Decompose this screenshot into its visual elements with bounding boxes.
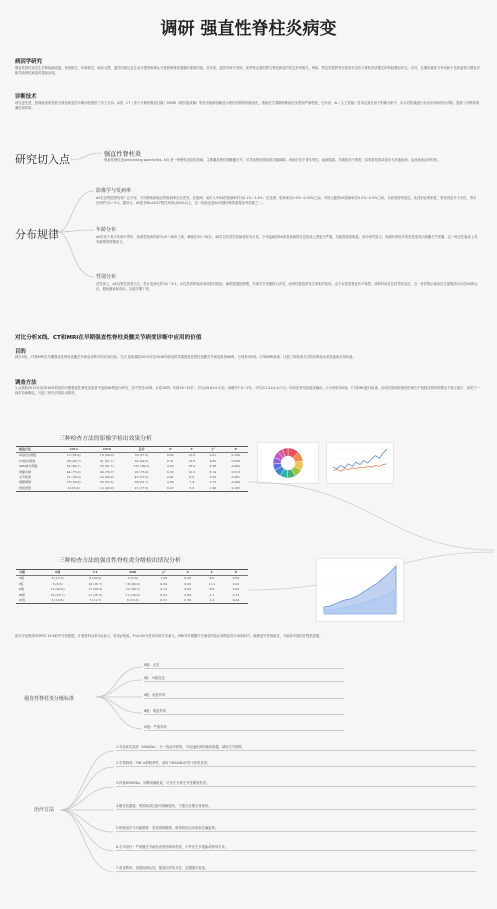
table-header: CT [76, 570, 114, 576]
table-cell: 0.05 [232, 576, 240, 581]
table-cell: 44 (73.3) [66, 469, 81, 474]
fig1-table-wrap [16, 446, 248, 492]
table-cell: 18 (30.0) [66, 480, 81, 485]
table-cell: 滑膜增厚 [19, 480, 32, 485]
table-cell: 4.12 [160, 587, 167, 592]
mindmap2-node-1-title: 年龄分布 [96, 227, 117, 233]
table-cell: Ⅰ级 [19, 581, 24, 586]
table-header: 2015 [57, 447, 90, 453]
table-cell: 3.05 [209, 475, 217, 480]
treatment-item: 1.非甾体抗炎药（NSAIDs）：为一线治疗药物，可迅速改善疼痛和晨僵，减轻关节肿胀。 [116, 745, 476, 751]
table-cell: 0.64 [184, 592, 192, 597]
table-row [16, 598, 248, 604]
table-header: χ² [152, 570, 176, 576]
table-cell: 18 (30.0) [99, 453, 114, 458]
fig2-table-body [16, 576, 248, 604]
table-cell: 2.72 [209, 480, 217, 485]
table-cell: 9.36 [209, 464, 217, 469]
table-header: 分级 [16, 570, 39, 576]
table-cell: 18 (30.0) [125, 581, 140, 586]
grading-item: Ⅲ级：明显异常 [144, 709, 344, 715]
figure-note: 统计学处理采用SPSS 19.0软件分析数据，计数资料以率(%)表示，采用χ²检验，P<0.05为差异有统计学意义。MRI对早期髋关节病变的检出率明显高于X线和CT，能够更早发现病变，为临床早期治疗提供依据。 [15, 634, 323, 638]
table-cell: 55 (91.7) [99, 464, 114, 469]
table-cell: 6.14 [209, 469, 217, 474]
table-cell: 12 (20.0) [50, 587, 65, 592]
table-cell: Ⅲ级 [19, 592, 25, 597]
table-header: P [224, 570, 248, 576]
table-cell: 9 (15.0) [57, 486, 90, 492]
grading-item: Ⅰ级：可疑变化 [144, 676, 344, 682]
table-cell: Ⅳ级 [16, 598, 39, 604]
grading-root: 强直性脊柱炎分级标准 [24, 696, 75, 702]
treatment-item: 7.患者教育：加强疾病认知，提高治疗依从性，定期随访复查。 [116, 866, 476, 872]
table-cell: 17 (28.3) [88, 587, 103, 592]
table-cell: 46 (76.7) [99, 469, 114, 474]
treatment-item: 3.传统DMARDs：如柳氮磺吡啶，可用于外周关节受累的患者。 [116, 781, 476, 787]
table-cell: 9.84 [160, 581, 167, 586]
mindmap2-connectors [58, 185, 98, 285]
table-cell: 0.31 [167, 458, 174, 463]
table-cell: 10 (16.7) [88, 581, 103, 586]
section-heading-epi: 病因学研究 [15, 59, 42, 65]
table-cell: 4.82 [209, 458, 217, 463]
table-cell: 0.106 [231, 453, 241, 458]
table-cell: 0.028 [231, 458, 241, 463]
table-row [16, 587, 248, 592]
table-cell: 59 (49.2) [134, 458, 149, 463]
treatment-item: 6.手术治疗：严重髋关节病变或脊柱畸形患者，可考虑关节置换或矫形手术。 [116, 845, 476, 851]
table-cell: 21 (17.5) [123, 486, 159, 492]
table-cell: 5 (8.3) [52, 581, 63, 586]
table-cell: 0.081 [231, 475, 241, 480]
table-cell: 0.33 [167, 469, 174, 474]
mindmap2-node-0-body: AS在世界范围均有广泛分布，不同种族和地区的患病率存在差异。在欧洲，成年人中AS的患病率约为0.1%~1.4%；在亚洲，患病率在0.2%~0.54%之间。中国大陆的AS患病率在0.2%~0.5%之间，与欧美国家接近。从性别比例来看，男性明显多于女性，男女比例约为2~3:1。据估计，AS患者HLA-B27阳性率高达90%以上，这一指标也是AS早期诊断的重要参考依据之一。 [96, 196, 477, 205]
grading-connectors [96, 663, 144, 733]
table-header: P [160, 447, 181, 453]
table-cell: 0.162 [224, 486, 249, 492]
table-cell: 8.9 [189, 475, 195, 480]
table-cell: 0.00 [184, 581, 192, 586]
table-cell: 45 (37.5) [134, 475, 149, 480]
table-row [16, 486, 248, 492]
table-header: F [200, 570, 224, 576]
table-cell: 107 (89.2) [133, 464, 150, 469]
section-heading-diag: 诊断技术 [15, 94, 37, 100]
table-cell: 11 (18.3) [88, 592, 103, 597]
table-cell: 10 (16.7) [50, 592, 65, 597]
table-cell: 关节积液 [19, 475, 32, 480]
treatment-item: 2.生物制剂：TNF-α抑制剂等，适用于NSAIDs疗效不佳的患者。 [116, 761, 476, 767]
line-chart-card [326, 442, 394, 484]
table-cell: 18.4 [188, 464, 195, 469]
table-cell: 0.42 [167, 453, 174, 458]
table-header: χ² [202, 447, 223, 453]
table-cell: 0.099 [231, 480, 241, 485]
table-cell: 90 (75.0) [134, 469, 149, 474]
table-cell: 2.61 [209, 453, 217, 458]
study-method-label: 调查方法 [15, 380, 37, 386]
treatment-root: 治疗方法 [34, 807, 55, 813]
table-cell: X线检出例数 [19, 453, 37, 458]
study-aim-label: 目的 [15, 349, 26, 355]
table-cell: 8 (13.3) [51, 576, 64, 581]
mindmap-root-research: 研究切入点 [15, 153, 70, 166]
table-header: F [181, 447, 202, 453]
table-cell: Ⅱ级 [19, 587, 25, 592]
table-cell: 12 (20.0) [90, 486, 123, 492]
table-header: 总计 [123, 447, 159, 453]
table-cell: 0.24 [224, 598, 248, 604]
area-chart [317, 559, 403, 621]
table-cell: 15.6 [188, 458, 195, 463]
mindmap1-node-body: 强直性脊柱炎(ankylosing spondylitis, AS) 是一种慢性炎症性疾病，主要累及脊柱和骶髂关节，可导致脊柱强直和功能障碍。该病多见于青年男性，起病隐匿，早期症状不典型，容易被忽视或误诊为其他疾病，从而延误治疗时机。 [104, 158, 441, 162]
study-aim-text: 探讨X线、CT和MRI在早期强直性脊柱炎髋关节病变诊断中的应用价值。方法 选取我院2015年至2016年收治的早期强直性脊柱炎髋关节病变患者60例，分别采用X线、CT和MRI检查，比较三种检查方法的诊断检出率及临床应用价值。 [15, 355, 356, 359]
grading-item: Ⅳ级：严重异常 [144, 725, 344, 731]
line-series [333, 449, 387, 469]
table-cell: 8.6 [209, 587, 215, 592]
treatment-item: 4.糖皮质激素：短期局部注射可缓解症状，不建议长期全身使用。 [116, 804, 476, 810]
table-cell: 12 (20.0) [125, 592, 140, 597]
grading-item: Ⅱ级：轻度异常 [144, 693, 344, 699]
table-cell: 8 (13.3) [114, 598, 152, 604]
table-cell: 0.01 [232, 581, 240, 586]
table-header: P [224, 447, 249, 453]
table-cell: 0.58 [176, 598, 200, 604]
table-cell: 0.02 [232, 587, 240, 592]
grading-item: 0级：正常 [144, 663, 344, 669]
mindmap1-node-title: 强直性脊柱炎 [104, 151, 142, 158]
fig2-table [16, 569, 248, 604]
table-cell: 0.04 [184, 587, 192, 592]
fig2-title: 三种检查方法的强直性脊柱炎分级检出情况分析 [59, 558, 181, 564]
fig2-table-wrap [16, 569, 248, 604]
section-body-diag: 现在更先进，影像检查的发展为脊柱病变的早期诊断提供了有力支持。X线、CT（电子计算机断层扫描）和MRI（磁共振成像）等技术能够清晰显示脊柱结构的细微变化，帮助医生准确判断病变类型和严重程度。近年来，AI（人工智能）技术也被应用于影像分析中，可以对影像进行自动识别和初步诊断，提高了诊断的准确性和效率。 [15, 101, 480, 110]
table-header: 2016 [90, 447, 123, 453]
table-cell: 0.002 [231, 464, 241, 469]
table-cell: 21 (35.0) [66, 475, 81, 480]
line-chart [327, 443, 393, 483]
table-cell: 38 (31.7) [134, 480, 149, 485]
table-cell: 0.013 [231, 469, 241, 474]
table-cell: 2.1 [209, 592, 215, 597]
table-cell: 1.96 [202, 486, 223, 492]
study-heading: 对比分析X线、CT和MRI在早期强直性脊柱炎髋关节病变诊断中应用的价值 [15, 335, 202, 341]
table-cell: 6 (10.0) [39, 598, 77, 604]
table-cell: 0.47 [160, 486, 181, 492]
table-cell: 22 (36.7) [125, 587, 140, 592]
table-cell: 11.2 [208, 581, 216, 586]
table-cell: 骨质侵蚀 [16, 486, 57, 492]
table-cell: 6 (10.0) [89, 576, 102, 581]
treatment-item: 5.物理治疗与功能锻炼：坚持规律锻炼，维持脊柱活动度和正确姿势。 [116, 826, 476, 832]
pie-chart-card [257, 442, 319, 484]
mindmap-root-distribution: 分布规律 [15, 228, 59, 241]
table-cell: 5.3 [181, 486, 202, 492]
table-cell: 52 (86.7) [66, 464, 81, 469]
table-cell: 28 (46.7) [66, 458, 81, 463]
table-cell: 10.2 [188, 469, 195, 474]
table-cell: 0.26 [184, 576, 192, 581]
mindmap2-node-2-title: 性别分布 [96, 274, 117, 280]
table-cell: 33 (27.5) [134, 453, 149, 458]
page-title: 调研 强直性脊柱炎病变 [160, 19, 337, 39]
table-cell: CT检出例数 [19, 458, 36, 463]
table-cell: 12.8 [188, 453, 195, 458]
table-cell: 骨髓水肿 [19, 469, 32, 474]
fig1-table-body [16, 453, 248, 492]
table-header: MRI [114, 570, 152, 576]
table-cell: 4.8 [209, 576, 215, 581]
table-cell: 3 (5.0) [127, 576, 138, 581]
table-cell: 0.31 [152, 598, 176, 604]
table-header: P [176, 570, 200, 576]
table-cell: MRI检出例数 [19, 464, 38, 469]
table-cell: 0.15 [232, 592, 240, 597]
table-cell: 0.25 [167, 464, 174, 469]
table-cell: 0.41 [167, 475, 174, 480]
table-cell: 15 (25.0) [66, 453, 81, 458]
fig1-table [16, 446, 248, 492]
table-cell: 24 (40.0) [99, 475, 114, 480]
table-cell: 20 (33.3) [99, 480, 114, 485]
mindmap2-node-1-body: AS好发于青少年和中青年，其典型发病年龄为15~30岁之间，峰值在20~30岁。40岁以后首次发病者较为少见。少年起病的AS患者其病情往往较成人型更为严重，功能损害更明显。部分研究显示，发病年龄较早的患者更易出现髋关节受累，这一特点在临床上具有重要的预警意义。 [96, 235, 478, 244]
pie-chart [258, 443, 318, 483]
table-cell: 7 (11.7) [76, 598, 114, 604]
study-method-text: 1.从我院2015年至2016年收治的早期强直性脊柱炎患者中选取60例进行研究，其中男性40例，女性20例；年龄18~45岁，平均(28.6±5.3)岁。病程3个月~2年，平均(11.2±4.1)个月。所有患者均经临床确诊。2.分别采用X线、CT及MRI进行检查，由两名资深放射科医师在不知临床资料的情况下独立阅片，意见不一致时协商确定，比较三种方法的检出情况。 [15, 386, 480, 395]
table-cell: 0级 [19, 576, 24, 581]
fig1-title: 三种检查方法的影像学检出效果分析 [59, 436, 152, 442]
table-cell: 31 (51.7) [99, 458, 114, 463]
mindmap2-node-0-title: 影像学与发病率 [96, 188, 132, 194]
table-header: 检查方法 [16, 447, 57, 453]
treatment-connectors [60, 747, 116, 877]
mindmap2-node-2-body: 在性别上，AS以男性患者为主，男女发病比约为2~3:1。女性患者的临床表现相对较轻，病程进展较缓慢，外周关节受累较为多见，而脊柱强直的发生率相对较低。由于女性患者症状不典型，诊断时间往往较男性延迟，这一差异提示临床医生需提高对女性AS的认识，避免漏诊和误诊，以便早期干预。 [96, 282, 478, 291]
table-cell: 7.4 [189, 480, 195, 485]
table-cell: 1.26 [160, 576, 167, 581]
table-cell: 0.22 [160, 592, 167, 597]
area-chart-card [316, 558, 404, 622]
section-body-epi: 强直性脊柱炎发生多种致病因素，免疫相关、年龄相关、职业习惯、遗传因素以及生活习惯等都被认为是影响脊柱健康的重要因素。近年来，遗传学研究发现，某些特定基因型与脊柱病变的发生密切相关。例如，特定类型的等位基因多态性与脊柱骨质增生的风险增加有关。另外，长期的重体力劳动和不良的姿势习惯也可能导致脊柱病变的提前出现。 [15, 66, 480, 75]
table-header: X线 [39, 570, 77, 576]
table-cell: 0.38 [167, 480, 174, 485]
table-cell: 1.4 [200, 598, 224, 604]
